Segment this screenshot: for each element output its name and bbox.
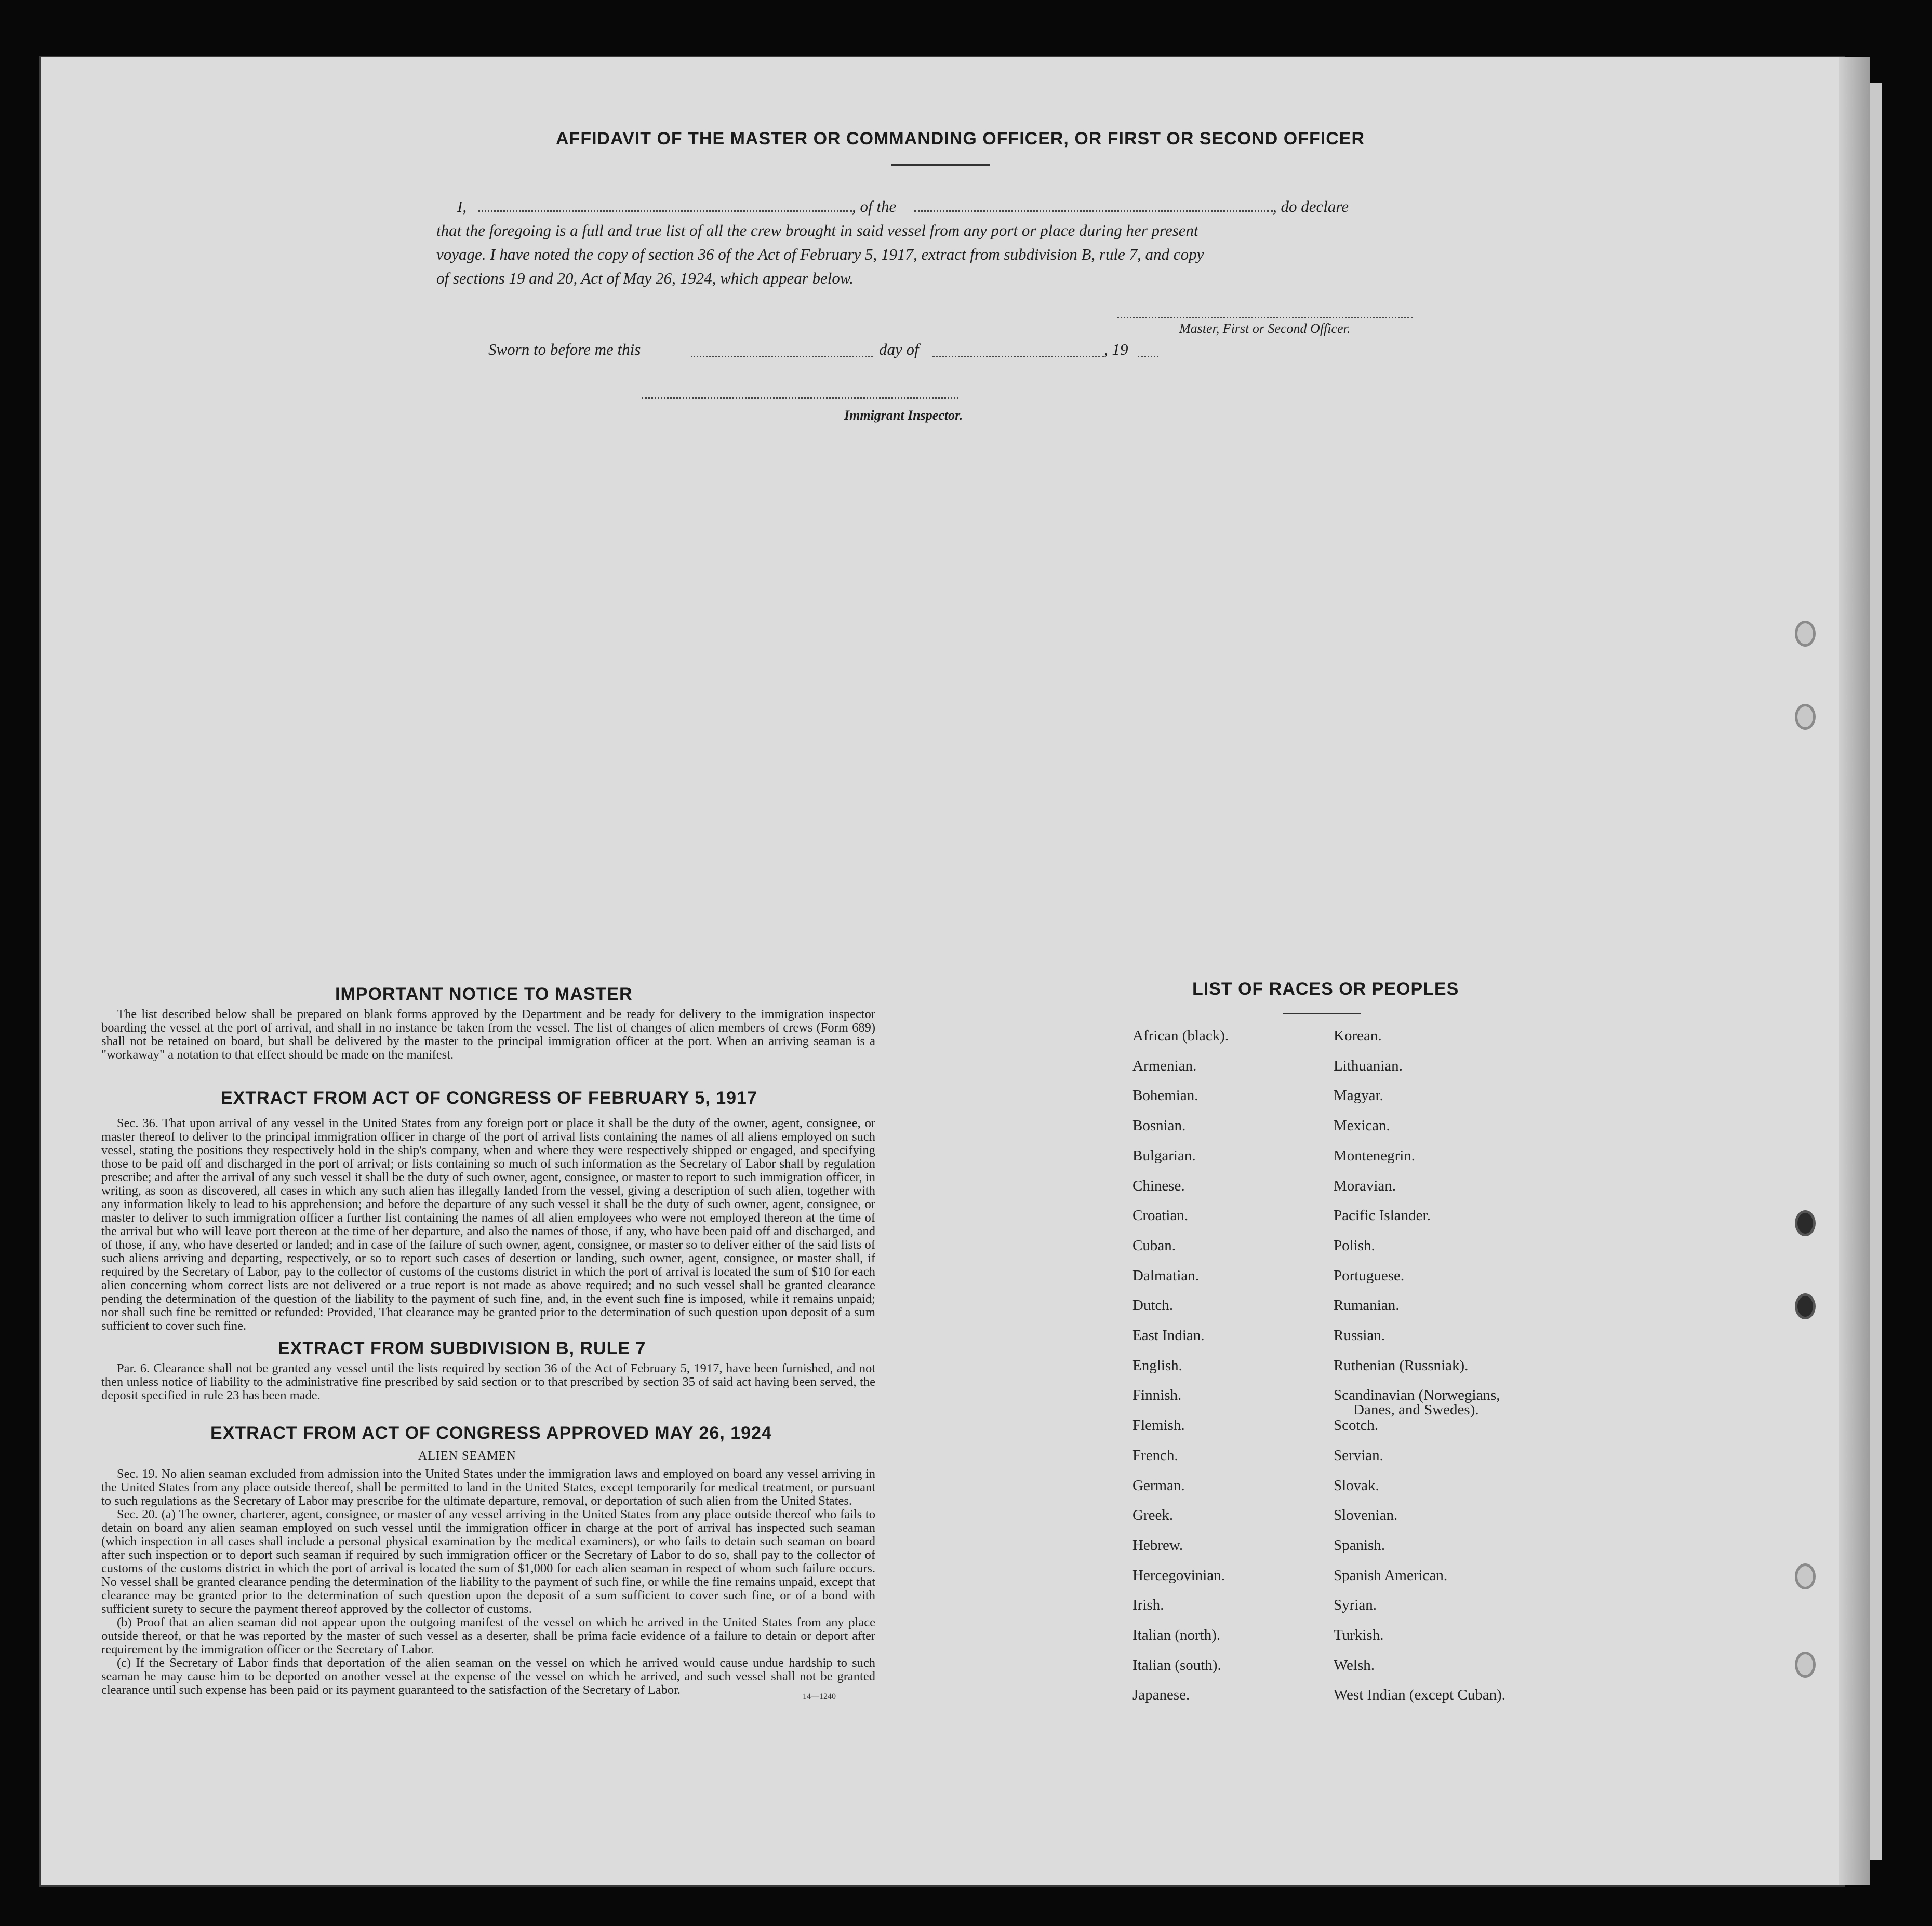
race-item: Cuban. — [1132, 1237, 1176, 1254]
sworn-day-field[interactable] — [691, 356, 873, 357]
affidavit-line2: that the foregoing is a full and true list of all the crew brought in said vessel from any port or place during her present — [436, 221, 1198, 239]
race-item: Danes, and Swedes). — [1353, 1401, 1479, 1419]
race-item: Dutch. — [1132, 1297, 1174, 1314]
race-item: Bosnian. — [1132, 1117, 1186, 1134]
race-item: Spanish. — [1334, 1536, 1385, 1554]
race-item: Slovenian. — [1334, 1507, 1398, 1524]
race-item: Greek. — [1132, 1507, 1174, 1524]
races-title: LIST OF RACES OR PEOPLES — [1192, 979, 1459, 999]
affidavit-text — [436, 195, 1449, 290]
alien-seamen-subtitle: ALIEN SEAMEN — [418, 1449, 516, 1463]
sworn-text: Sworn to before me this — [488, 340, 641, 358]
race-item: Bohemian. — [1132, 1087, 1198, 1104]
section-20b-paragraph: (b) Proof that an alien seaman did not appear upon the outgoing manifest of the vessel on which he arrived in the United States from any place outside thereof, or that he was reported by the master of such vessel as a deserter, shall be prima facie evidence of a failure to detain or deport after requirement by the immigration officer or the Secretary of Labor. — [101, 1615, 875, 1656]
binder-hole — [1795, 1210, 1816, 1236]
binder-hole — [1795, 1563, 1816, 1589]
race-item: Welsh. — [1334, 1656, 1375, 1674]
race-item: Japanese. — [1132, 1687, 1190, 1704]
race-item: Croatian. — [1132, 1207, 1189, 1224]
race-item: Armenian. — [1132, 1057, 1197, 1074]
race-item: Servian. — [1334, 1447, 1383, 1464]
race-item: Pacific Islander. — [1334, 1207, 1431, 1224]
races-title-rule — [1283, 1013, 1361, 1014]
extract-1917-body — [101, 1117, 875, 1333]
race-item: Turkish. — [1334, 1627, 1384, 1643]
binder-hole — [1795, 1293, 1816, 1319]
rule7-paragraph: Par. 6. Clearance shall not be granted any vessel until the lists required by section 36 of the Act of February 5, 1917, have been furnished, and not then unless notice of liability to the administrative fine prescribed by said section or to that prescribed by section 35 of said act having been served, the deposit specified in rule 23 has been made. — [101, 1361, 875, 1402]
race-item: Mexican. — [1334, 1117, 1390, 1134]
race-item: German. — [1132, 1477, 1185, 1494]
extract-1924-body — [101, 1467, 875, 1697]
race-item: Spanish American. — [1334, 1567, 1448, 1584]
section-20c-paragraph: (c) If the Secretary of Labor finds that deportation of the alien seaman on the vessel on which he arrived would cause undue hardship to such seaman he may cause him to be deported on another vessel at the expense of the vessel on which he arrived, and such vessel shall not be granted clearance until such expense has been paid or its payment guaranteed to the satisfaction of the Secretary of Labor. — [101, 1656, 875, 1697]
race-item: Italian (north). — [1132, 1627, 1221, 1643]
race-item: Magyar. — [1334, 1087, 1383, 1104]
race-item: Portuguese. — [1334, 1267, 1405, 1284]
race-item: Moravian. — [1334, 1177, 1396, 1194]
race-item: Hercegovinian. — [1132, 1567, 1225, 1584]
vessel-field[interactable] — [914, 210, 1273, 212]
race-item: Slovak. — [1334, 1477, 1379, 1494]
year-prefix: , 19 — [1104, 340, 1128, 358]
binder-hole — [1795, 621, 1816, 647]
affidavit-line4: of sections 19 and 20, Act of May 26, 1924, which appear below. — [436, 269, 854, 287]
sworn-year-field[interactable] — [1138, 356, 1158, 357]
affidavit-of-the: , of the — [852, 197, 897, 216]
affidavit-declare: , do declare — [1273, 197, 1349, 216]
race-item: Scotch. — [1334, 1417, 1379, 1434]
rule7-body — [101, 1362, 875, 1402]
race-item: Flemish. — [1132, 1417, 1185, 1434]
section-36-paragraph: Sec. 36. That upon arrival of any vessel in the United States from any foreign port or place it shall be the duty of the owner, agent, consignee, or master thereof to deliver to the principal immigration officer in charge of the port of arrival lists containing the names of all aliens employed on such vessel, stating the positions they respectively hold in the ship's company, when and where they were respectively shipped or engaged, and specifying those to be paid off and discharged in the port of arrival; or lists containing so much of such information as the Secretary of Labor shall by regulation prescribe; and after the arrival of any such vessel it shall be the duty of such owner, agent, consignee, or master to report to such immigration officer, in writing, as soon as discovered, all cases in which any such alien has illegally landed from the vessel, giving a description of such alien, together with any information likely to lead to his apprehension; and before the departure of any such vessel it shall be the duty of such owner, agent, consignee, or master to deliver to such immigration officer a further list containing the names of all alien employees who were not employed thereon at the time of the arrival but who will leave port thereon at the time of her departure, and also the names of those, if any, who have been paid off and discharged, and of those, if any, who have deserted or landed; and in case of the failure of such owner, agent, consignee, or master so to deliver either of the said lists of such aliens arriving and departing, respectively, or so to report such cases of desertion or landing, such owner, agent, consignee, or master shall, if required by the Secretary of Labor, pay to the collector of customs of the customs district in which the port of arrival is located the sum of $10 for each alien concerning whom correct lists are not delivered or a true report is not made as above required; and no such vessel shall be granted clearance pending the determination of the question of the liability to the payment of such fine, and, in the event such fine is imposed, while it remains unpaid; nor shall such fine be remitted or refunded: Provided, That clearance may be granted prior to the determination of such question upon deposit of a sum sufficient to cover such fine. — [101, 1116, 875, 1333]
race-item: Italian (south). — [1132, 1656, 1221, 1674]
affidavit-line3: voyage. I have noted the copy of section 36 of the Act of February 5, 1917, extract from subdivision B, rule 7, and copy — [436, 245, 1204, 263]
sworn-line — [488, 340, 1216, 361]
affidavit-title: AFFIDAVIT OF THE MASTER OR COMMANDING OFFICER, OR FIRST OR SECOND OFFICER — [556, 129, 1365, 149]
race-item: Dalmatian. — [1132, 1267, 1200, 1284]
race-item: English. — [1132, 1357, 1182, 1374]
notice-title: IMPORTANT NOTICE TO MASTER — [335, 984, 633, 1004]
title-rule — [891, 164, 990, 166]
form-code: 14—1240 — [803, 1692, 836, 1701]
notice-paragraph: The list described below shall be prepared on blank forms approved by the Department and be ready for delivery to the immigration inspector boarding the vessel at the port of arrival, and shall in no instance be taken from the vessel. The list of changes of alien members of crews (Form 689) shall not be retained on board, but shall be delivered by the master to the principal immigration officer at the port. When an arriving seaman is a "workaway" a notation to that effect should be made on the manifest. — [101, 1007, 875, 1062]
race-item: Hebrew. — [1132, 1536, 1183, 1554]
master-signature-caption: Master, First or Second Officer. — [1179, 321, 1351, 336]
race-item: Lithuanian. — [1334, 1057, 1403, 1074]
race-item: Scandinavian (Norwegians, — [1334, 1387, 1500, 1404]
race-item: Ruthenian (Russniak). — [1334, 1357, 1469, 1374]
extract-1917-title: EXTRACT FROM ACT OF CONGRESS OF FEBRUARY 5, 1917 — [221, 1088, 757, 1108]
page-edge — [1839, 57, 1870, 1885]
race-item: African (black). — [1132, 1027, 1229, 1044]
race-item: Irish. — [1132, 1597, 1164, 1614]
race-item: Russian. — [1334, 1327, 1385, 1344]
race-item: Polish. — [1334, 1237, 1375, 1254]
binder-hole — [1795, 1652, 1816, 1678]
race-item: Syrian. — [1334, 1597, 1377, 1614]
race-item: Chinese. — [1132, 1177, 1185, 1194]
section-20a-paragraph: Sec. 20. (a) The owner, charterer, agent, consignee, or master of any vessel arriving in the United States from any place outside thereof who fails to detain on board any alien seaman employed on such vessel until the immigration officer in charge at the port of arrival has inspected such seaman (which inspection in all cases shall include a personal physical examination by the medical examiners), or who fails to detain such seaman on board after such inspection or to deport such seaman if required by such immigration officer or the Secretary of Labor to do so, shall pay to the collector of customs of the customs district in which the port of arrival is located the sum of $1,000 for each alien seaman in respect of whom such failure occurs. No vessel shall be granted clearance pending the determination of the liability to the payment of such fine, or while the fine remains unpaid, except that clearance may be granted prior to the determination of such question upon the deposit of a sum sufficient to cover such fine, or of a bond with sufficient surety to secure the payment thereof approved by the collector of customs. — [101, 1507, 875, 1616]
race-item: West Indian (except Cuban). — [1334, 1687, 1506, 1704]
master-signature-line[interactable] — [1117, 317, 1413, 318]
inspector-caption: Immigrant Inspector. — [844, 408, 963, 423]
rule7-title: EXTRACT FROM SUBDIVISION B, RULE 7 — [278, 1339, 646, 1358]
binder-hole — [1795, 704, 1816, 730]
race-item: French. — [1132, 1447, 1178, 1464]
notice-body — [101, 1008, 875, 1062]
race-item: Rumanian. — [1334, 1297, 1400, 1314]
race-item: Korean. — [1334, 1027, 1382, 1044]
inspector-signature-line[interactable] — [642, 397, 958, 399]
extract-1924-title: EXTRACT FROM ACT OF CONGRESS APPROVED MAY 26, 1924 — [210, 1423, 772, 1443]
section-19-paragraph: Sec. 19. No alien seaman excluded from admission into the United States under the immigration laws and employed on board any vessel arriving in the United States from any place outside thereof, shall be permitted to land in the United States, except temporarily for medical treatment, or pursuant to such regulations as the Secretary of Labor may prescribe for the ultimate departure, removal, or deportation of such alien from the United States. — [101, 1467, 875, 1508]
race-item: East Indian. — [1132, 1327, 1205, 1344]
sworn-month-field[interactable] — [932, 356, 1104, 357]
day-of-text: day of — [879, 340, 919, 358]
name-field[interactable] — [478, 210, 852, 212]
race-item: Finnish. — [1132, 1387, 1182, 1404]
affidavit-i: I, — [457, 197, 467, 216]
race-item: Montenegrin. — [1334, 1147, 1416, 1164]
race-item: Bulgarian. — [1132, 1147, 1196, 1164]
